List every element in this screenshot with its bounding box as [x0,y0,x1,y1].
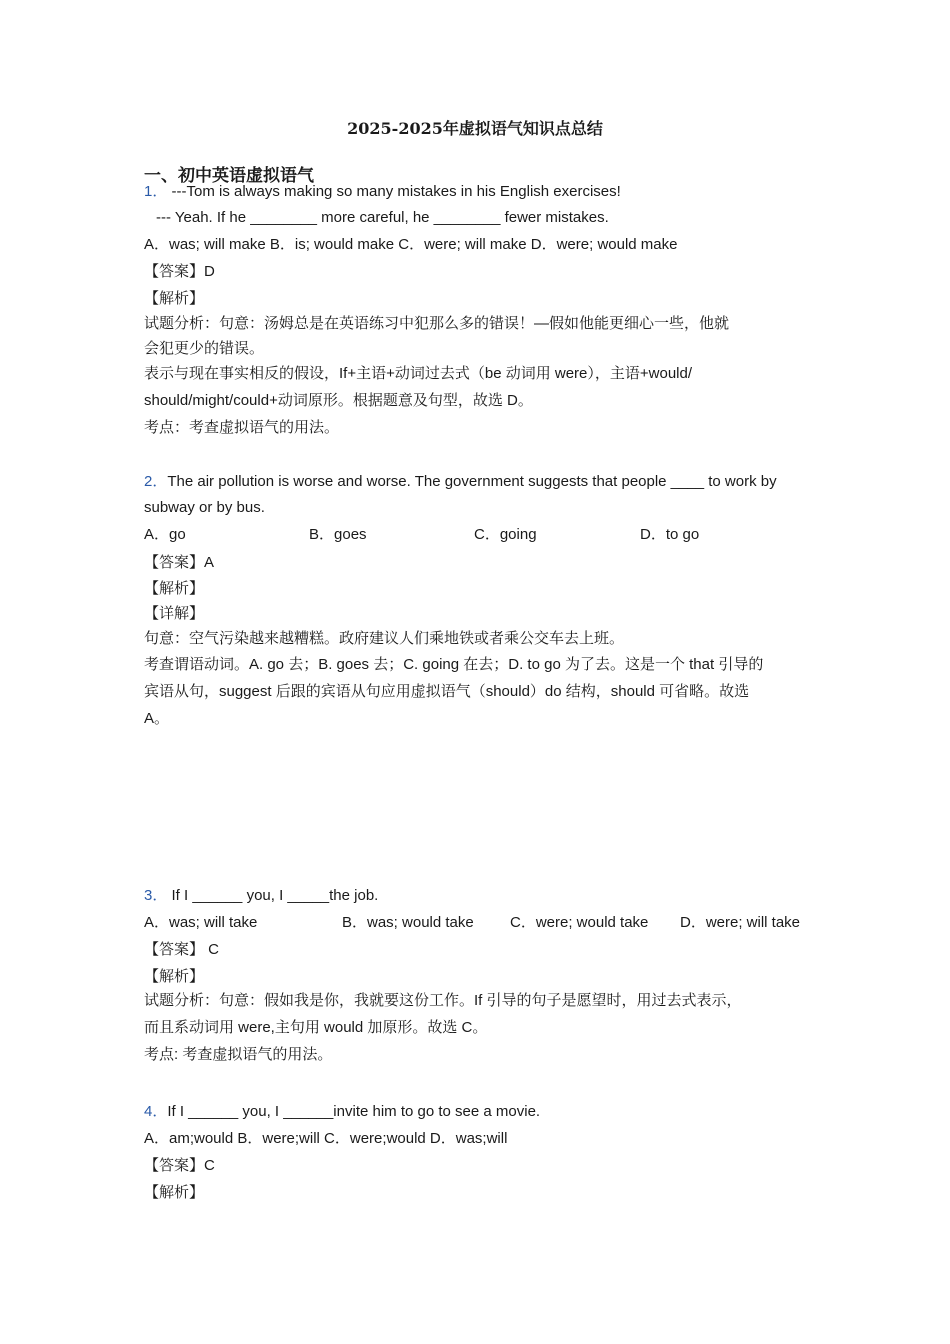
question-2-number: 2． [144,473,168,490]
question-1-analysis-line: 会犯更少的错误。 [144,340,265,357]
section-heading: 一、初中英语虚拟语气 [144,166,314,185]
option-c: C．going [474,526,537,543]
question-1-line-2: --- Yeah. If he ________ more careful, he ________ fewer mistakes. [156,209,609,226]
option-b: B．goes [309,526,367,543]
question-2-analysis-line: A。 [144,710,170,727]
question-1-stem [144,182,621,202]
question-1-options: A．was; will make B．is; would make C．were; will make D．were; would make [144,236,678,253]
question-2-line-1: The air pollution is worse and worse. The government suggests that people ____ to work by [167,473,777,490]
question-1-analysis-line: 考点：考查虚拟语气的用法。 [144,419,340,436]
question-1-answer: 【答案】D [144,263,215,280]
question-2-detail-label: 【详解】 [144,605,205,622]
question-1-analysis-label: 【解析】 [144,290,205,307]
question-4-number: 4． [144,1103,168,1120]
question-2-stem [144,472,777,492]
question-2-analysis-line: 考查谓语动词。A. go 去；B. goes 去；C. going 在去；D. to go 为了去。这是一个 that 引导的 [144,656,764,673]
option-a: A．go [144,526,186,543]
question-3-stem [144,886,378,906]
question-2-analysis-line: 宾语从句，suggest 后跟的宾语从句应用虚拟语气（should）do 结构，should 可省略。故选 [144,683,750,700]
question-1-analysis-line: 表示与现在事实相反的假设，If+主语+动词过去式（be 动词用 were），主语+would/ [144,365,693,382]
question-1-analysis-line: should/might/could+动词原形。根据题意及句型，故选 D。 [144,392,533,409]
question-3-analysis-line: 而且系动词用 were,主句用 would 加原形。故选 C。 [144,1019,488,1036]
question-1-line-1: ---Tom is always making so many mistakes in his English exercises! [167,183,621,200]
option-c: C．were; would take [510,914,649,931]
question-3-analysis-label: 【解析】 [144,968,205,985]
option-b: B．was; would take [342,914,474,931]
question-4-options: A．am;would B．were;will C．were;would D．was;will [144,1130,508,1147]
option-a: A．was; will take [144,914,258,931]
document-title: 2025-2025年虚拟语气知识点总结 [347,119,603,138]
question-4-answer: 【答案】C [144,1157,215,1174]
question-4-line-1: If I ______ you, I ______invite him to go to see a movie. [167,1103,541,1120]
question-2-answer: 【答案】A [144,554,215,571]
question-3-analysis-line: 试题分析：句意：假如我是你，我就要这份工作。If 引导的句子是愿望时，用过去式表示， [144,992,742,1009]
question-3-analysis-line: 考点: 考查虚拟语气的用法。 [144,1046,333,1063]
question-2-analysis-label: 【解析】 [144,580,205,597]
question-3-answer: 【答案】 C [144,941,220,958]
question-2-analysis-line: 句意：空气污染越来越糟糕。政府建议人们乘地铁或者乘公交车去上班。 [144,630,625,647]
question-3-number: 3． [144,887,168,904]
option-d: D．were; will take [680,914,801,931]
option-d: D．to go [640,526,700,543]
question-3-line-1: If I ______ you, I _____the job. [167,887,379,904]
question-1-analysis-line: 试题分析：句意：汤姆总是在英语练习中犯那么多的错误！—假如他能更细心一些，他就 [144,315,730,332]
question-2-line-2: subway or by bus. [144,499,265,516]
question-4-analysis-label: 【解析】 [144,1184,205,1201]
question-4-stem [144,1102,540,1122]
question-1-number: 1． [144,183,168,200]
